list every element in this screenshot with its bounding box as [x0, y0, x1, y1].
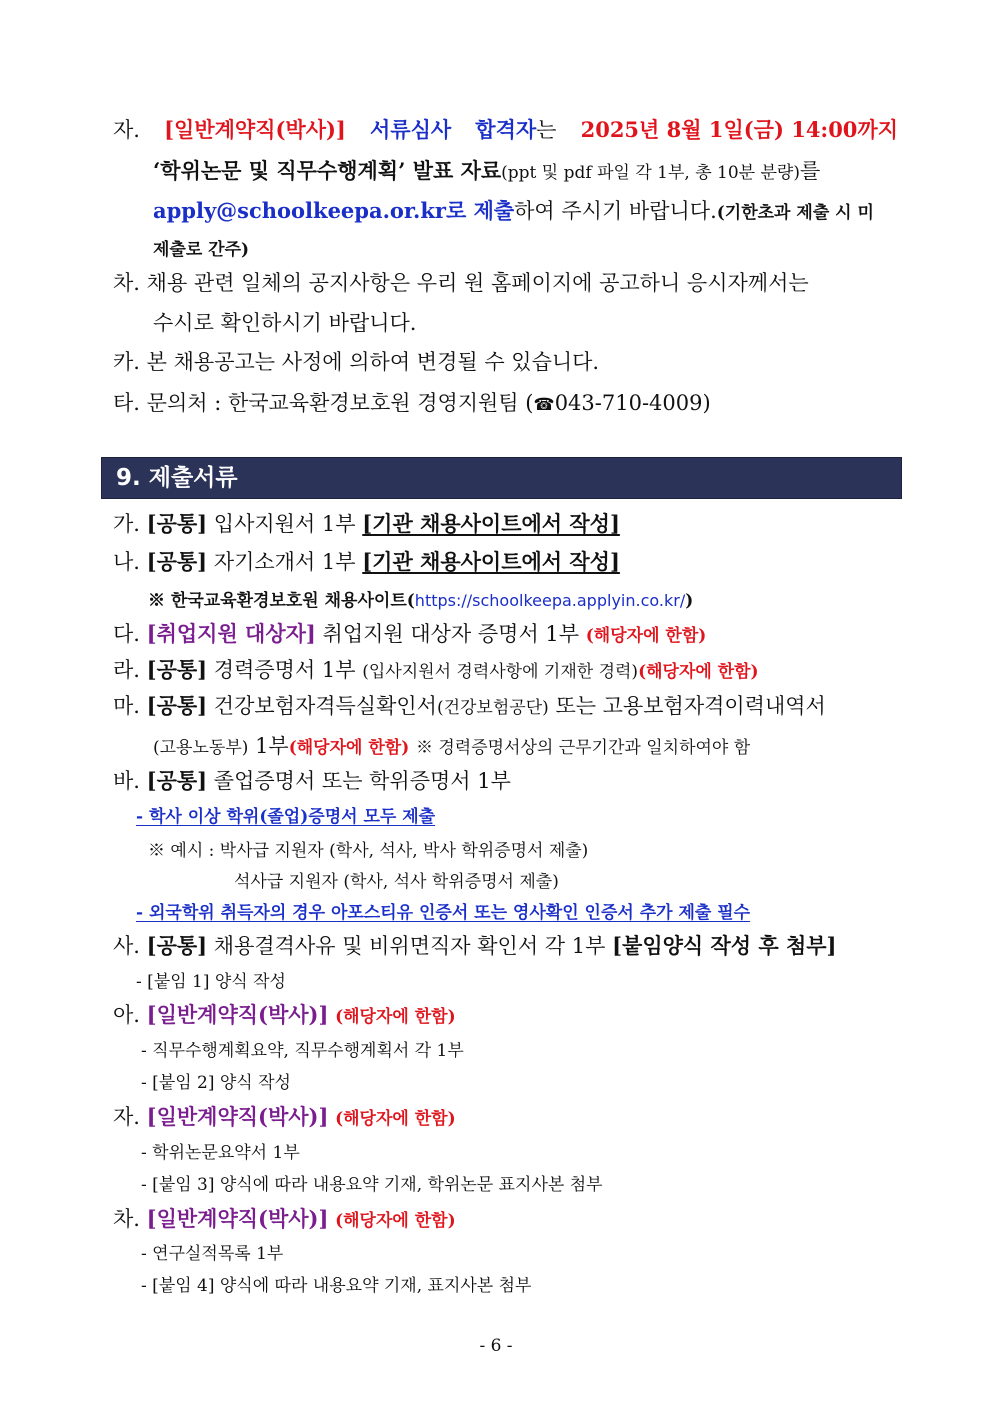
item-cha-line2: 수시로 확인하시기 바랍니다.	[153, 311, 417, 335]
item-marker: 마.	[113, 694, 140, 718]
item-ja-line3	[153, 197, 874, 227]
item-text: 채용결격사유 및 비위면직자 확인서 각 1부	[213, 934, 606, 958]
item-text: 졸업증명서 또는 학위증명서 1부	[213, 769, 511, 793]
item-text: 자기소개서 1부	[213, 550, 356, 574]
item-tag: [일반계약직(박사)]	[146, 1104, 329, 1129]
file-note: (ppt 및 pdf 파일 각 1부, 총 10분 분량)	[501, 163, 800, 183]
item-text-alt: 또는 고용보험자격이력내역서	[555, 694, 826, 718]
particle-text: 는	[536, 118, 557, 142]
notice-text: 채용 관련 일체의 공지사항은 우리 원 홈페이지에 공고하니 응시자께서는	[146, 271, 809, 295]
item-ka	[113, 348, 599, 376]
particle-text: 를	[799, 159, 821, 183]
item-marker: 카.	[113, 350, 140, 374]
apply-email-link[interactable]: apply@schoolkeepa.or.kr	[153, 198, 446, 223]
example-text: 박사급 지원자 (학사, 석사, 박사 학위증명서 제출)	[219, 841, 589, 861]
late-warning: (기한초과 제출 시 미	[716, 203, 874, 223]
item-text: 취업지원 대상자 증명서 1부	[322, 622, 580, 646]
phone-number: 043-710-4009)	[554, 391, 711, 415]
doc-item-ma-cont	[153, 732, 750, 762]
doc-item-ra	[113, 656, 759, 686]
passer-text: 합격자	[475, 117, 537, 142]
item-ja-line2	[153, 157, 820, 187]
item-bracket: [기관 채용사이트에서 작성]	[362, 549, 620, 574]
telephone-icon: ☎	[533, 395, 555, 415]
doc-item-na	[113, 548, 620, 576]
section-title: 9. 제출서류	[116, 465, 238, 491]
item-paren: (입사지원서 경력사항에 기재한 경력)	[362, 662, 639, 682]
item-tag: [취업지원 대상자]	[146, 621, 316, 646]
item-marker: 라.	[113, 658, 140, 682]
item-marker: 자.	[113, 1105, 140, 1129]
sub-item: - [붙임 4] 양식에 따라 내용요약 기재, 표지사본 첨부	[141, 1276, 532, 1296]
item-tag: [공통]	[146, 933, 208, 958]
item-ja-line1	[113, 116, 898, 144]
doc-item-sa	[113, 932, 836, 960]
item-text: 경력증명서 1부	[213, 658, 356, 682]
item-tag: [공통]	[146, 693, 208, 718]
item-tag: [공통]	[146, 511, 208, 536]
item-marker: 차.	[113, 1207, 140, 1231]
item-tag: [공통]	[146, 768, 208, 793]
example-label: ※ 예시 :	[148, 841, 215, 861]
foreign-degree-note: - 외국학위 취득자의 경우 아포스티유 인증서 또는 영사확인 인증서 추가 제출 필수	[136, 903, 751, 923]
sub-item: - [붙임 3] 양식에 따라 내용요약 기재, 학위논문 표지사본 첨부	[141, 1175, 603, 1195]
applicable-note: (해당자에 한함)	[638, 662, 759, 682]
deadline-text: 2025년 8월 1일(금) 14:00까지	[580, 117, 898, 142]
item-marker: 차.	[113, 271, 140, 295]
applicable-note: (해당자에 한함)	[335, 1109, 456, 1129]
item-tag: [공통]	[146, 657, 208, 682]
item-paren: (고용노동부)	[153, 738, 249, 758]
item-marker: 사.	[113, 934, 140, 958]
applicable-note: (해당자에 한함)	[335, 1211, 456, 1231]
attachment-1-note: - [붙임 1] 양식 작성	[136, 972, 286, 992]
item-cha-line1	[113, 269, 809, 297]
role-tag: [일반계약직(박사)]	[164, 117, 346, 142]
doc-item-ba	[113, 767, 511, 795]
item-bracket: [붙임양식 작성 후 첨부]	[612, 933, 837, 958]
item-tag: [공통]	[146, 549, 208, 574]
doc-item-ma	[113, 692, 826, 722]
recruit-site-link[interactable]: https://schoolkeepa.applyin.co.kr/	[414, 591, 686, 610]
degree-note: - 학사 이상 학위(졸업)증명서 모두 제출	[136, 807, 436, 827]
item-marker: 나.	[113, 550, 140, 574]
applicable-note: (해당자에 한함)	[585, 626, 707, 646]
doc-item-a	[113, 1001, 456, 1031]
screening-text: 서류심사	[370, 117, 452, 142]
applicable-note: (해당자에 한함)	[288, 738, 410, 758]
sub-item: - 학위논문요약서 1부	[141, 1143, 300, 1163]
period-remark: ※ 경력증명서상의 근무기간과 일치하여야 함	[415, 738, 751, 758]
item-text: 건강보험자격득실확인서	[213, 694, 437, 718]
page-number: - 6 -	[479, 1336, 513, 1356]
item-marker: 타.	[113, 391, 140, 415]
item-tag: [일반계약직(박사)]	[146, 1206, 329, 1231]
item-paren: (건강보험공단)	[436, 698, 549, 718]
item-bracket: [기관 채용사이트에서 작성]	[362, 511, 620, 536]
item-count: 1부	[255, 734, 289, 758]
item-text: 입사지원서 1부	[213, 512, 356, 536]
contact-text: 문의처 : 한국교육환경보호원 경영지원팀 (	[146, 391, 534, 415]
presentation-doc: ‘학위논문 및 직무수행계획’ 발표 자료	[153, 158, 502, 183]
item-marker: 다.	[113, 622, 140, 646]
applicable-note: (해당자에 한함)	[335, 1007, 456, 1027]
recruit-site-note	[148, 587, 693, 615]
example-line-2: 석사급 지원자 (학사, 석사 학위증명서 제출)	[234, 872, 559, 892]
item-marker: 가.	[113, 512, 140, 536]
late-warning-cont: 제출로 간주)	[153, 240, 250, 260]
request-text: 하여 주시기 바랍니다.	[514, 199, 717, 223]
change-notice: 본 채용공고는 사정에 의하여 변경될 수 있습니다.	[146, 350, 600, 374]
sub-item: - 연구실적목록 1부	[141, 1244, 284, 1264]
example-line-1	[148, 837, 588, 865]
doc-item-ga	[113, 510, 620, 538]
item-marker: 아.	[113, 1003, 140, 1027]
section-header	[101, 457, 902, 499]
site-note-text: ※ 한국교육환경보호원 채용사이트(	[148, 591, 415, 611]
item-ta	[113, 389, 711, 419]
item-tag: [일반계약직(박사)]	[146, 1002, 329, 1027]
item-marker: 바.	[113, 769, 140, 793]
item-marker: 자.	[113, 118, 140, 142]
site-note-end: )	[685, 591, 694, 611]
sub-item: - [붙임 2] 양식 작성	[141, 1073, 291, 1093]
doc-item-ja	[113, 1103, 456, 1133]
sub-item: - 직무수행계획요약, 직무수행계획서 각 1부	[141, 1041, 464, 1061]
doc-item-cha	[113, 1205, 456, 1235]
doc-item-da	[113, 620, 706, 650]
submit-text: 로 제출	[445, 198, 515, 223]
